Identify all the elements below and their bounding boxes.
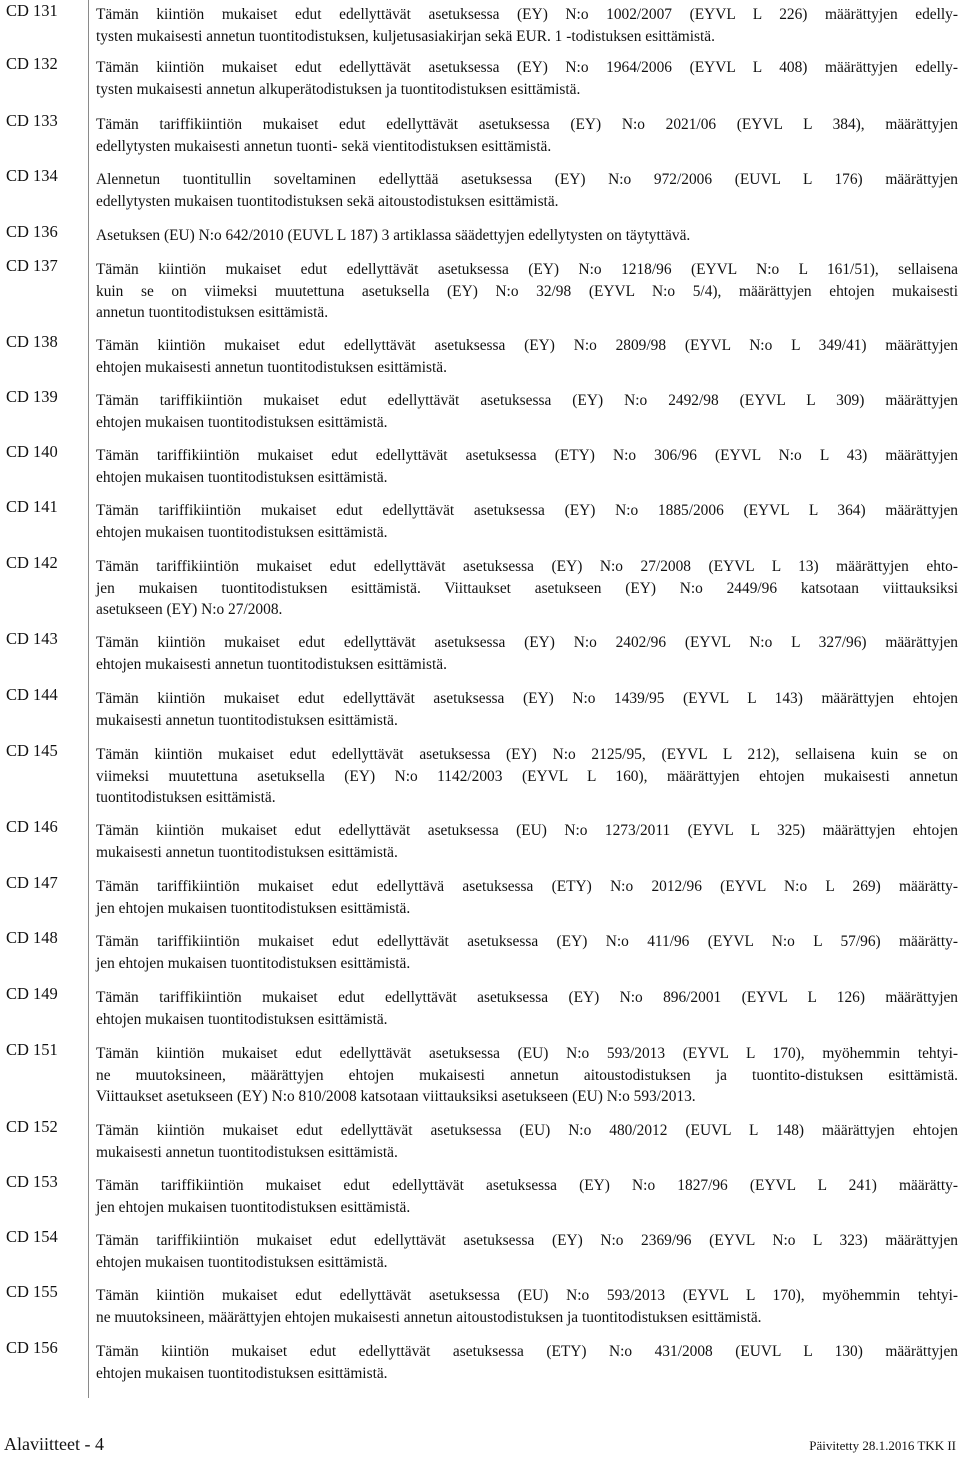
footnote-text-line: Tämän tariffikiintiön mukaiset edut edellyttävät asetuksessa (EY) N:o 1885/2006 (EYVL L 364) määrättyjen	[96, 502, 958, 519]
footnote-text-line: Tämän kiintiön mukaiset edut edellyttävät asetuksessa (EU) N:o 593/2013 (EYVL L 170), myöhemmin tehtyi-	[96, 1045, 958, 1062]
page-footer-updated-date: Päivitetty 28.1.2016 TKK II	[809, 1438, 956, 1453]
footnote-code: CD 141	[6, 497, 58, 516]
footnote-text-line: Tämän tariffikiintiön mukaiset edut edellyttävät asetuksessa (EY) N:o 27/2008 (EYVL L 13) määrättyjen ehto-	[96, 558, 958, 575]
footnote-text	[96, 1043, 958, 1108]
footnote-text-line: Tämän kiintiön mukaiset edut edellyttävät asetuksessa (EY) N:o 2402/96 (EYVL N:o L 327/96) määrättyjen	[96, 634, 958, 651]
footnote-text-line: Tämän kiintiön mukaiset edut edellyttävät asetuksessa (EY) N:o 2809/98 (EYVL N:o L 349/41) määrättyjen	[96, 337, 958, 354]
footnote-text-line: Tämän tariffikiintiön mukaiset edut edellyttävät asetuksessa (EY) N:o 2492/98 (EYVL L 309) määrättyjen	[96, 392, 958, 409]
footnote-text-line: Tämän kiintiön mukaiset edut edellyttävät asetuksessa (EU) N:o 1273/2011 (EYVL L 325) määrättyjen ehtojen	[96, 822, 958, 839]
footnote-text	[96, 1230, 958, 1273]
footnote-code: CD 147	[6, 873, 58, 892]
footnote-text-line: Alennetun tuontitullin soveltaminen edellyttää asetuksessa (EY) N:o 972/2006 (EUVL L 176) määrättyjen	[96, 171, 958, 188]
footnote-text-line: Viittaukset asetukseen (EY) N:o 810/2008 katsotaan viittauksiksi asetukseen (EU) N:o 593/2013.	[96, 1088, 696, 1105]
footnote-text	[96, 500, 958, 543]
footnote-code: CD 148	[6, 928, 58, 947]
footnote-code: CD 149	[6, 984, 58, 1003]
footnote-text-line: ehtojen mukaisesti annetun tuontitodistuksen esittämistä.	[96, 655, 447, 673]
footnote-text-line: ehtojen mukaisen tuontitodistuksen esittämistä.	[96, 413, 388, 431]
footnote-text-line: ehtojen mukaisen tuontitodistuksen esittämistä.	[96, 1364, 388, 1382]
footnote-text-line: tuontitodistuksen esittämistä.	[96, 789, 276, 806]
footnote-code: CD 132	[6, 54, 58, 73]
footnote-text-line: Tämän kiintiön mukaiset edut edellyttävät asetuksessa (ETY) N:o 431/2008 (EUVL L 130) määrättyjen	[96, 1343, 958, 1360]
footnote-text-line: Tämän tariffikiintiön mukaiset edut edellyttävä asetuksessa (ETY) N:o 2012/96 (EYVL N:o L 269) määrätty-	[96, 878, 958, 895]
footnote-code: CD 153	[6, 1172, 58, 1191]
footnote-text-line: Tämän kiintiön mukaiset edut edellyttävät asetuksessa (EY) N:o 1439/95 (EYVL L 143) määrättyjen ehtojen	[96, 690, 958, 707]
footnote-text	[96, 931, 958, 974]
footnote-code: CD 144	[6, 685, 58, 704]
footnote-text	[96, 632, 958, 675]
footnote-text	[96, 1285, 958, 1328]
footnote-code: CD 138	[6, 332, 58, 351]
footnote-text	[96, 820, 958, 863]
footnote-text-line: viimeksi muutettuna asetuksella (EY) N:o 1142/2003 (EYVL L 160), määrättyjen ehtojen mukaisesti annetun	[96, 767, 958, 785]
footnote-code: CD 134	[6, 166, 58, 185]
footnote-text-line: Tämän tariffikiintiön mukaiset edut edellyttävät asetuksessa (EY) N:o 896/2001 (EYVL L 126) määrättyjen	[96, 989, 958, 1006]
footnote-text	[96, 259, 958, 324]
footnote-text-line: ne muutoksineen, määrättyjen ehtojen mukaisesti annetun aitoustodistuksen ja tuontito-distuksen esittämistä.	[96, 1066, 958, 1084]
footnote-text-line: mukaisesti annetun tuontitodistuksen esittämistä.	[96, 1143, 398, 1161]
footnote-text-line: jen ehtojen mukaisen tuontitodistuksen esittämistä.	[96, 954, 411, 972]
footnote-text-line: tysten mukaisesti annetun tuontitodistuksen, kuljetusasiakirjan sekä EUR. 1 -todistuksen esittämistä.	[96, 27, 715, 45]
footnote-code: CD 155	[6, 1282, 58, 1301]
footnote-text	[96, 335, 958, 378]
footnote-code: CD 151	[6, 1040, 58, 1059]
footnote-code: CD 145	[6, 741, 58, 760]
footnote-text-line: Tämän tariffikiintiön mukaiset edut edellyttävät asetuksessa (EY) N:o 2021/06 (EYVL L 384), määrättyjen	[96, 116, 958, 133]
footnote-text-line: ehtojen mukaisen tuontitodistuksen esittämistä.	[96, 523, 388, 541]
footnote-text-line: annetun tuontitodistuksen esittämistä.	[96, 304, 329, 321]
footnote-text-line: ehtojen mukaisen tuontitodistuksen esittämistä.	[96, 1253, 388, 1271]
footnote-text-line: Tämän kiintiön mukaiset edut edellyttävät asetuksessa (EU) N:o 593/2013 (EYVL L 170), myöhemmin tehtyi-	[96, 1287, 958, 1304]
footnote-code: CD 137	[6, 256, 58, 275]
footnote-text-line: ehtojen mukaisesti annetun tuontitodistuksen esittämistä.	[96, 358, 447, 376]
page-footer-title: Alaviitteet - 4	[4, 1434, 104, 1454]
footnote-code: CD 156	[6, 1338, 58, 1357]
footnote-text-line: ne muutoksineen, määrättyjen ehtojen mukaisesti annetun aitoustodistuksen ja tuontitodistuksen esittämistä.	[96, 1308, 762, 1326]
footnote-text-line: Tämän tariffikiintiön mukaiset edut edellyttävät asetuksessa (EY) N:o 1827/96 (EYVL L 241) määrätty-	[96, 1177, 958, 1194]
footnote-code: CD 143	[6, 629, 58, 648]
footnote-text	[96, 688, 958, 731]
footnote-text-line: jen ehtojen mukaisen tuontitodistuksen esittämistä.	[96, 1198, 411, 1216]
footnote-text	[96, 4, 958, 47]
footnote-text	[96, 1341, 958, 1384]
footnote-text-line: kuin se on viimeksi muutettuna asetuksella (EY) N:o 32/98 (EYVL N:o 5/4), määrättyjen ehtojen mukaisesti	[96, 282, 958, 300]
footnote-text-line: Asetuksen (EU) N:o 642/2010 (EUVL L 187) 3 artiklassa säädettyjen edellytysten on täytyttävä.	[96, 227, 691, 244]
footnote-text	[96, 1175, 958, 1218]
footnote-text	[96, 556, 958, 621]
footnote-text-line: mukaisesti annetun tuontitodistuksen esittämistä.	[96, 711, 398, 729]
footnote-code: CD 136	[6, 222, 58, 241]
column-divider	[88, 0, 89, 1398]
footnote-text	[96, 445, 958, 488]
footnote-text-line: tysten mukaisesti annetun alkuperätodistuksen ja tuontitodistuksen esittämistä.	[96, 80, 581, 98]
footnote-code: CD 154	[6, 1227, 58, 1246]
footnote-code: CD 133	[6, 111, 58, 130]
footnote-text	[96, 987, 958, 1030]
footnote-text	[96, 225, 958, 247]
footnote-text	[96, 744, 958, 809]
footnote-text-line: Tämän kiintiön mukaiset edut edellyttävät asetuksessa (EY) N:o 1002/2007 (EYVL L 226) määrättyjen edelly-	[96, 6, 958, 23]
footnote-text-line: edellytysten mukaisen tuontitodistuksen sekä aitoustodistuksen esittämistä.	[96, 192, 559, 210]
footnote-text-line: edellytysten mukaisesti annetun tuonti- sekä vientitodistuksen esittämistä.	[96, 137, 552, 155]
footnote-text-line: ehtojen mukaisen tuontitodistuksen esittämistä.	[96, 1010, 388, 1028]
footnote-text-line: Tämän tariffikiintiön mukaiset edut edellyttävät asetuksessa (ETY) N:o 306/96 (EYVL N:o L 43) määrättyjen	[96, 447, 958, 464]
footnote-code: CD 152	[6, 1117, 58, 1136]
footnote-text	[96, 169, 958, 212]
footnote-text	[96, 876, 958, 919]
footnote-code: CD 139	[6, 387, 58, 406]
footnote-text-line: Tämän tariffikiintiön mukaiset edut edellyttävät asetuksessa (EY) N:o 2369/96 (EYVL N:o L 323) määrättyjen	[96, 1232, 958, 1249]
footnote-text-line: asetukseen (EY) N:o 27/2008.	[96, 601, 283, 618]
footnote-code: CD 140	[6, 442, 58, 461]
footnote-text-line: ehtojen mukaisen tuontitodistuksen esittämistä.	[96, 468, 388, 486]
footnote-text-line: jen ehtojen mukaisen tuontitodistuksen esittämistä.	[96, 899, 411, 917]
footnote-text	[96, 57, 958, 100]
footnote-text	[96, 390, 958, 433]
footnote-text-line: Tämän kiintiön mukaiset edut edellyttävät asetuksessa (EY) N:o 2125/95, (EYVL L 212), sellaisena kuin se on	[96, 746, 958, 763]
footnote-text-line: Tämän kiintiön mukaiset edut edellyttävät asetuksessa (EY) N:o 1218/96 (EYVL N:o L 161/51), sellaisena	[96, 261, 958, 278]
footnote-code: CD 131	[6, 1, 58, 20]
footnote-text	[96, 1120, 958, 1163]
footnote-text-line: mukaisesti annetun tuontitodistuksen esittämistä.	[96, 843, 398, 861]
footnote-text	[96, 114, 958, 157]
footnote-code: CD 146	[6, 817, 58, 836]
footnote-text-line: Tämän kiintiön mukaiset edut edellyttävät asetuksessa (EU) N:o 480/2012 (EUVL L 148) määrättyjen ehtojen	[96, 1122, 958, 1139]
footnote-text-line: Tämän tariffikiintiön mukaiset edut edellyttävät asetuksessa (EY) N:o 411/96 (EYVL N:o L 57/96) määrätty-	[96, 933, 958, 950]
footnote-code: CD 142	[6, 553, 58, 572]
footnote-text-line: jen mukaisen tuontitodistuksen esittämistä. Viittaukset asetukseen (EY) N:o 2449/96 katsotaan viittauksiksi	[96, 579, 958, 597]
footnote-text-line: Tämän kiintiön mukaiset edut edellyttävät asetuksessa (EY) N:o 1964/2006 (EYVL L 408) määrättyjen edelly-	[96, 59, 958, 76]
